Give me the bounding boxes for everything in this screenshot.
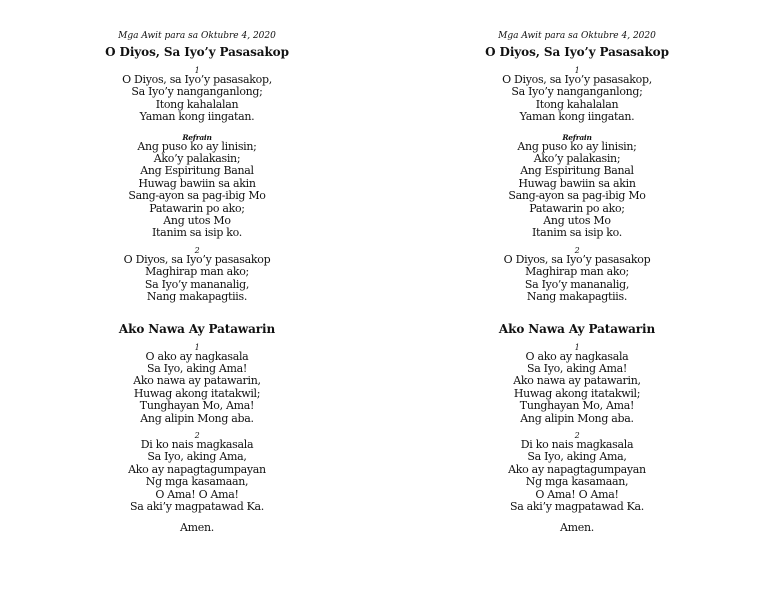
song-title: Ako Nawa Ay Patawarin	[498, 321, 656, 336]
verse-number: 2	[574, 430, 580, 440]
verse-number: 1	[194, 342, 200, 352]
verse	[447, 351, 707, 425]
lyric-line: Nang makapagtiis.	[526, 290, 628, 304]
lyric-line: Ako ay napagtagumpayan	[508, 462, 646, 476]
lyric-line: Tunghayan Mo, Ama!	[519, 399, 635, 413]
lyric-line: Ako’y palakasin;	[533, 152, 621, 166]
lyric-line: Di ko nais magkasala	[140, 437, 254, 451]
lyric-line: Ako nawa ay patawarin,	[513, 374, 641, 388]
lyric-line: Ang Espiritung Banal	[140, 164, 254, 178]
lyric-line: Sa Iyo, aking Ama!	[146, 361, 248, 375]
lyric-line: Ako ay napagtagumpayan	[128, 462, 266, 476]
lyric-line: O Ama! O Ama!	[535, 487, 619, 501]
lyric-line: Sa Iyo, aking Ama,	[527, 450, 627, 464]
lyric-line: Ang puso ko ay linisin;	[137, 139, 257, 153]
lyric-line: Ang utos Mo	[163, 214, 231, 228]
lyric-line: Ang puso ko ay linisin;	[517, 139, 637, 153]
lyric-line: Patawarin po ako;	[149, 201, 245, 215]
verse-number: 2	[574, 245, 580, 255]
lyric-line: Sa Iyo’y nanganganlong;	[131, 85, 263, 99]
verse	[447, 74, 707, 124]
lyric-line: Ang alipin Mong aba.	[520, 411, 634, 425]
lyric-line: Huwag akong itatakwil;	[513, 386, 641, 400]
lyric-line: O Diyos, sa Iyo’y pasasakop,	[502, 73, 652, 86]
lyric-line: Ako nawa ay patawarin,	[133, 374, 261, 388]
verse-number: 1	[574, 342, 580, 352]
song-title: O Diyos, Sa Iyo’y Pasasakop	[105, 45, 289, 59]
lyric-line: Sa Iyo’y mananalig,	[144, 277, 250, 291]
verse-number: 1	[194, 66, 200, 75]
hymn-column-right	[447, 30, 707, 535]
lyric-line: Ang utos Mo	[543, 214, 611, 228]
lyric-line: Sang-ayon sa pag-ibig Mo	[508, 189, 646, 203]
verse	[447, 254, 707, 304]
lyric-line: Sa Iyo’y nanganganlong;	[511, 85, 643, 99]
lyric-line: Maghirap man ako;	[525, 265, 629, 279]
lyric-line: O Diyos, sa Iyo’y pasasakop	[123, 252, 271, 266]
lyric-line: Yaman kong iingatan.	[139, 110, 255, 124]
refrain-label: Refrain	[562, 132, 592, 142]
song-title: Ako Nawa Ay Patawarin	[118, 321, 276, 336]
lyric-line: O Diyos, sa Iyo’y pasasakop,	[122, 73, 272, 86]
lyric-line: O ako ay nagkasala	[525, 349, 629, 363]
verse	[447, 439, 707, 513]
song-title: O Diyos, Sa Iyo’y Pasasakop	[485, 45, 669, 59]
lyric-line: O ako ay nagkasala	[145, 349, 249, 363]
lyric-line: Ang alipin Mong aba.	[140, 411, 254, 425]
lyric-line: Itong kahalalan	[535, 97, 619, 111]
lyric-line: Ng mga kasamaan,	[525, 475, 629, 489]
verse-number: 2	[194, 430, 200, 440]
lyric-line: Huwag bawiin sa akin	[138, 176, 256, 190]
refrain	[447, 141, 707, 240]
hymn-column-left	[67, 30, 327, 535]
lyric-line: Huwag akong itatakwil;	[133, 386, 261, 400]
lyric-line: O Ama! O Ama!	[155, 487, 239, 501]
amen-text: Amen.	[560, 521, 594, 535]
verse	[67, 254, 327, 304]
lyric-line: Ako’y palakasin;	[153, 152, 241, 166]
lyric-line: Sang-ayon sa pag-ibig Mo	[128, 189, 266, 203]
lyric-line: Ang Espiritung Banal	[520, 164, 634, 178]
lyric-line: Sa Iyo, aking Ama,	[147, 450, 247, 464]
lyric-line: Yaman kong iingatan.	[519, 110, 635, 124]
lyric-line: Patawarin po ako;	[529, 201, 625, 215]
lyric-line: Sa Iyo, aking Ama!	[526, 361, 628, 375]
lyric-line: Di ko nais magkasala	[520, 437, 634, 451]
lyric-line: Itanim sa isip ko.	[532, 226, 622, 240]
refrain	[67, 141, 327, 240]
lyric-line: Nang makapagtiis.	[146, 290, 248, 304]
lyric-line: Huwag bawiin sa akin	[518, 176, 636, 190]
lyric-line: Sa aki’y magpatawad Ka.	[509, 499, 645, 513]
lyric-line: Sa aki’y magpatawad Ka.	[129, 499, 265, 513]
lyric-line: Ng mga kasamaan,	[145, 475, 249, 489]
service-date: Mga Awit para sa Oktubre 4, 2020	[498, 31, 656, 41]
lyric-line: Itanim sa isip ko.	[152, 226, 242, 240]
verse	[67, 74, 327, 124]
lyric-line: Tunghayan Mo, Ama!	[139, 399, 255, 413]
verse-number: 2	[194, 245, 200, 255]
verse	[67, 439, 327, 513]
verse-number: 1	[574, 66, 580, 75]
lyric-line: Itong kahalalan	[155, 97, 239, 111]
service-date: Mga Awit para sa Oktubre 4, 2020	[118, 31, 276, 41]
lyric-line: Maghirap man ako;	[145, 265, 249, 279]
refrain-label: Refrain	[182, 132, 212, 142]
lyric-line: Sa Iyo’y mananalig,	[524, 277, 630, 291]
amen-text: Amen.	[180, 521, 214, 535]
lyric-line: O Diyos, sa Iyo’y pasasakop	[503, 252, 651, 266]
verse	[67, 351, 327, 425]
